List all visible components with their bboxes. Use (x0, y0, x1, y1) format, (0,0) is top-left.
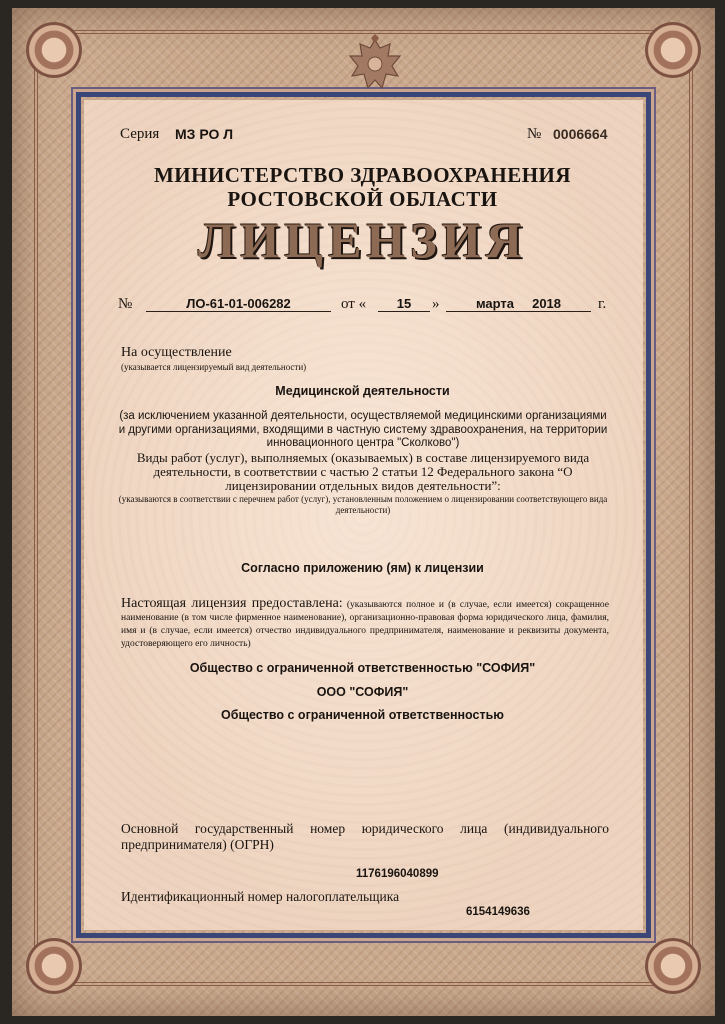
corner-rosette-icon (26, 938, 82, 994)
license-month: марта (475, 296, 515, 311)
year-suffix: г. (598, 296, 607, 312)
license-year: 2018 (532, 296, 562, 311)
grantee-intro (121, 597, 609, 651)
activity-exclusion: (за исключением указанной деятельности, осуществляемой медицинскими организациями и другими организациями, входящими в частную систему здравоохранения, на территории инновационного центра "Сколково") (118, 410, 608, 449)
license-day: 15 (378, 296, 430, 312)
activity-label: На осуществление (121, 345, 232, 360)
grantee-legal-form: Общество с ограниченной ответственностью (221, 708, 504, 722)
corner-rosette-icon (645, 22, 701, 78)
ministry-title-line2: РОСТОВСКОЙ ОБЛАСТИ (227, 187, 498, 211)
number-label: № (527, 126, 542, 142)
grantee-intro-main: Настоящая лицензия предоставлена: (121, 596, 343, 611)
activity-hint: (указывается лицензируемый вид деятельности) (121, 362, 307, 372)
license-no-label: № (118, 296, 133, 312)
grantee-short-name: ООО "СОФИЯ" (316, 685, 409, 699)
works-hint: (указываются в соответствии с перечнем работ (услуг), установленным положением о лицензировании соответствующего вида деятельности) (118, 494, 608, 515)
blank-number: 0006664 (553, 126, 608, 142)
works-text: Виды работ (услуг), выполняемых (оказываемых) в составе лицензируемого вида деятельности, в соответствии с частью 2 статьи 12 Федерального закона “О лицензировании отдельных видов деятельности”: (136, 450, 590, 493)
ministry-title-line1: МИНИСТЕРСТВО ЗДРАВООХРАНЕНИЯ (153, 163, 572, 187)
grantee-full-name: Общество с ограниченной ответственностью "СОФИЯ" (189, 661, 536, 675)
annex-reference: Согласно приложению (ям) к лицензии (241, 561, 484, 575)
double-headed-eagle-emblem-icon (342, 34, 408, 100)
ogrn-label: Основной государственный номер юридического лица (индивидуального предпринимателя) (ОГРН) (121, 821, 609, 852)
series-label: Серия (120, 126, 160, 142)
corner-rosette-icon (26, 22, 82, 78)
ogrn-value: 1176196040899 (356, 868, 439, 880)
close-quote: » (432, 296, 440, 312)
activity-type: Медицинской деятельности (275, 384, 450, 398)
document-title: ЛИЦЕНЗИЯ (198, 212, 527, 268)
from-label: от « (341, 296, 367, 312)
license-month-year (446, 296, 591, 312)
inn-label: Идентификационный номер налогоплательщика (121, 889, 400, 904)
series-value: МЗ РО Л (175, 126, 234, 142)
grantee-intro-hint: (указываются полное и (в случае, если имеется) сокращенное наименование (в том числе фирменное наименование), организационно-правовая форма юридического лица, фамилия, имя и (в случае, если имеется) отчество индивидуального предпринимателя, наименование и реквизиты документа, удостоверяющего его личность) (121, 600, 610, 649)
license-number: ЛО-61-01-006282 (146, 296, 331, 312)
corner-rosette-icon (645, 938, 701, 994)
inn-value: 6154149636 (466, 906, 530, 918)
